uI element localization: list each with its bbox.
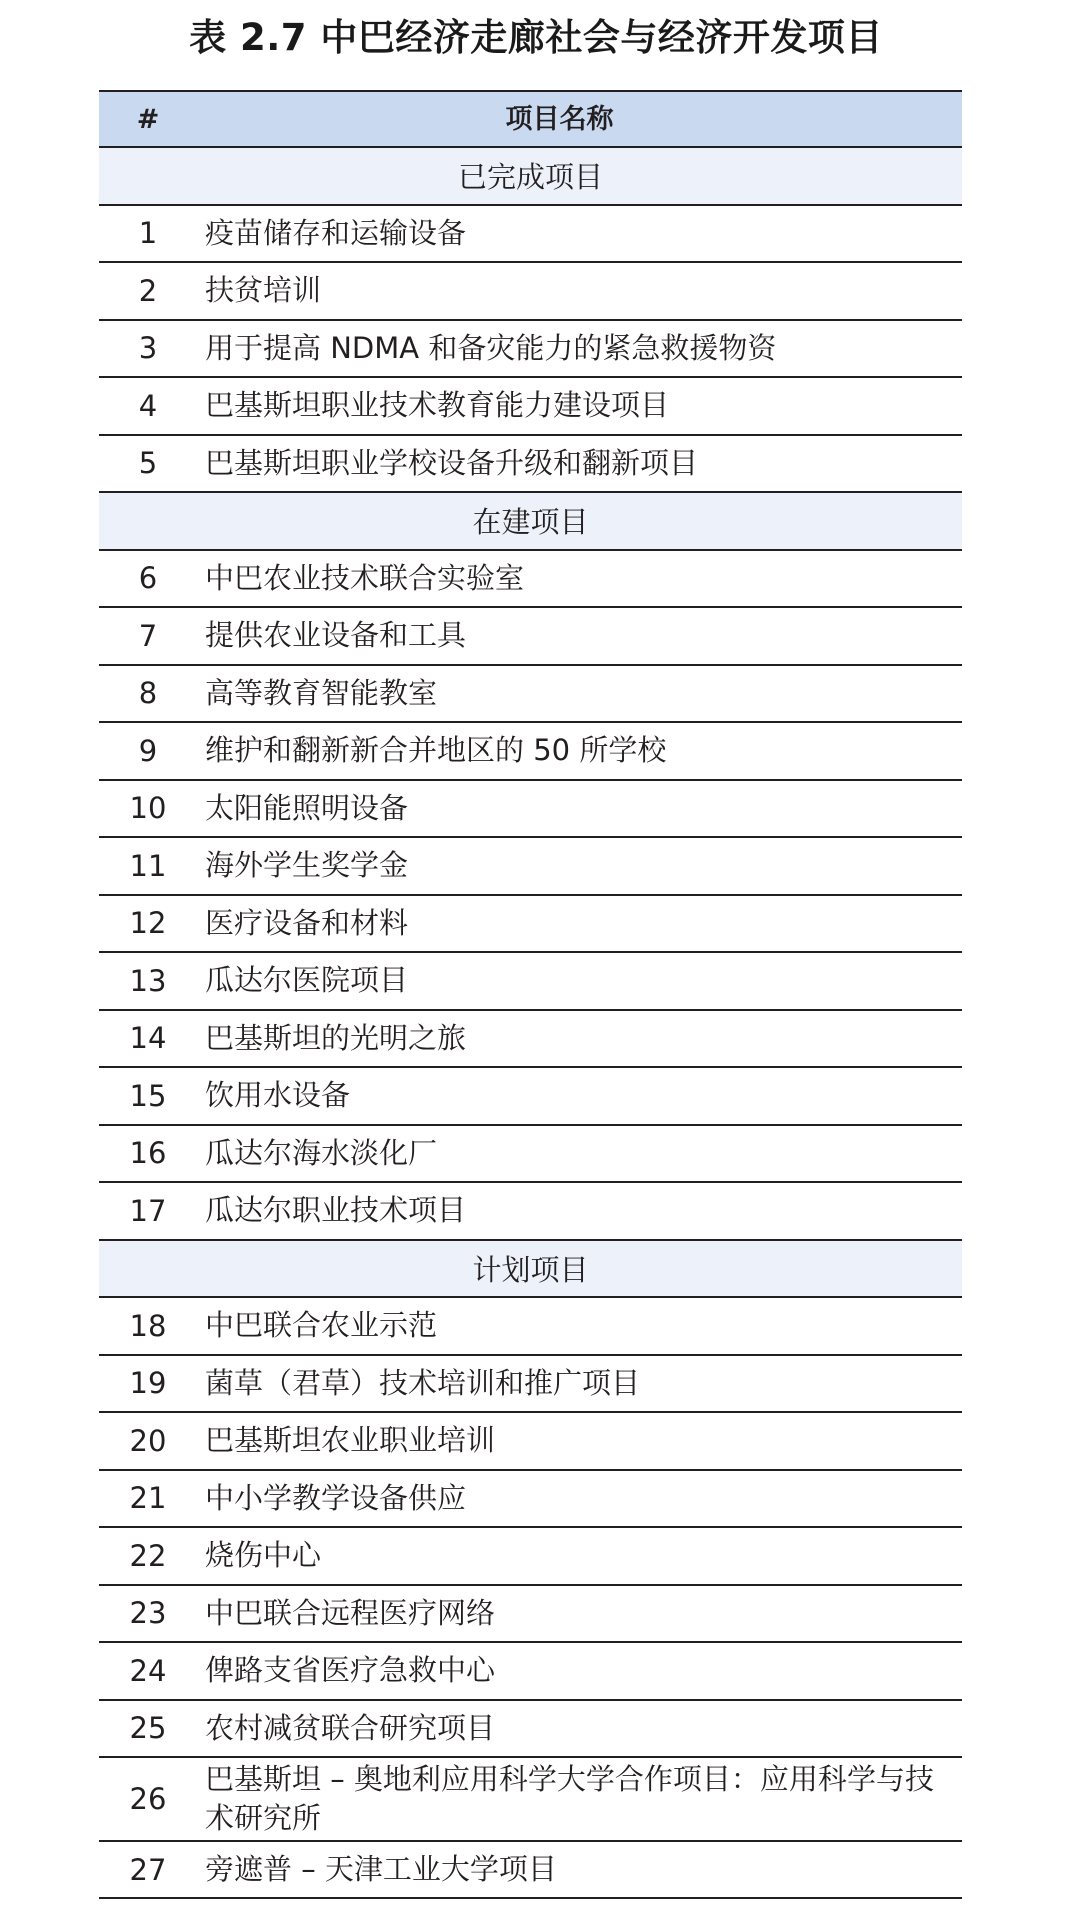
row-project-name: 中巴农业技术联合实验室 <box>205 560 525 595</box>
row-number: 4 <box>138 388 158 423</box>
table-row <box>99 378 962 436</box>
table-row <box>99 1413 962 1471</box>
header-project-name: 项目名称 <box>505 103 614 135</box>
projects-table <box>99 90 962 1899</box>
row-project-name: 中巴联合农业示范 <box>205 1308 438 1343</box>
row-number: 8 <box>138 676 158 711</box>
table-title: 表 2.7 中巴经济走廊社会与经济开发项目 <box>189 16 883 59</box>
row-number: 9 <box>138 733 158 768</box>
table-row <box>99 723 962 781</box>
row-number: 10 <box>129 791 167 826</box>
table-row <box>99 1528 962 1586</box>
table-row <box>99 666 962 724</box>
table-row <box>99 551 962 609</box>
row-project-name: 巴基斯坦农业职业培训 <box>205 1423 496 1458</box>
row-project-name: 巴基斯坦 – 奥地利应用科学大学合作项目：应用科学与技术研究所 <box>205 1762 934 1835</box>
table-row <box>99 1011 962 1069</box>
table-row <box>99 1842 962 1899</box>
table-row <box>99 1643 962 1701</box>
table-row <box>99 896 962 954</box>
row-number: 24 <box>129 1653 167 1688</box>
row-number: 16 <box>129 1136 167 1171</box>
row-number: 22 <box>129 1538 167 1573</box>
row-number: 26 <box>129 1782 167 1816</box>
row-number: 6 <box>138 561 158 596</box>
row-number: 11 <box>129 848 167 883</box>
table-row <box>99 953 962 1011</box>
row-number: 18 <box>129 1308 167 1343</box>
row-project-name: 提供农业设备和工具 <box>205 618 467 653</box>
section-label: 在建项目 <box>472 505 589 540</box>
table-row <box>99 1586 962 1644</box>
table-row <box>99 608 962 666</box>
table-row <box>99 1068 962 1126</box>
table-row <box>99 1126 962 1184</box>
table-row <box>99 1183 962 1241</box>
section-row-completed <box>99 148 962 206</box>
row-project-name: 瓜达尔医院项目 <box>205 963 409 998</box>
row-number: 21 <box>129 1481 167 1516</box>
row-project-name: 农村减贫联合研究项目 <box>205 1710 496 1745</box>
row-project-name: 烧伤中心 <box>205 1538 322 1573</box>
row-number: 27 <box>129 1852 167 1887</box>
header-number: # <box>136 103 160 135</box>
row-project-name: 瓜达尔海水淡化厂 <box>205 1135 438 1170</box>
row-project-name: 瓜达尔职业技术项目 <box>205 1193 467 1228</box>
row-project-name: 海外学生奖学金 <box>205 848 409 883</box>
row-project-name: 高等教育智能教室 <box>205 675 438 710</box>
row-project-name: 用于提高 NDMA 和备灾能力的紧急救援物资 <box>205 330 777 365</box>
table-row <box>99 1298 962 1356</box>
row-project-name: 疫苗储存和运输设备 <box>205 215 467 250</box>
row-number: 20 <box>129 1423 167 1458</box>
row-number: 15 <box>129 1078 167 1113</box>
table-row <box>99 1471 962 1529</box>
row-number: 5 <box>138 446 158 481</box>
row-number: 1 <box>138 216 158 251</box>
row-number: 7 <box>138 618 158 653</box>
table-row <box>99 838 962 896</box>
row-project-name: 扶贫培训 <box>205 273 322 308</box>
row-project-name: 太阳能照明设备 <box>205 790 409 825</box>
table-row <box>99 263 962 321</box>
section-label: 已完成项目 <box>457 160 603 195</box>
row-project-name: 巴基斯坦职业技术教育能力建设项目 <box>205 388 670 423</box>
row-project-name: 中小学教学设备供应 <box>205 1480 467 1515</box>
section-row-in-progress <box>99 493 962 551</box>
row-project-name: 维护和翻新新合并地区的 50 所学校 <box>205 733 667 768</box>
section-row-planned <box>99 1241 962 1299</box>
row-number: 25 <box>129 1711 167 1746</box>
table-row <box>99 436 962 494</box>
table-row <box>99 1701 962 1759</box>
table-row <box>99 781 962 839</box>
table-row <box>99 1758 962 1842</box>
table-row <box>99 206 962 264</box>
row-number: 17 <box>129 1193 167 1228</box>
table-header-row <box>99 92 962 148</box>
row-number: 23 <box>129 1596 167 1631</box>
row-project-name: 饮用水设备 <box>205 1078 351 1113</box>
row-project-name: 巴基斯坦职业学校设备升级和翻新项目 <box>205 445 699 480</box>
row-number: 14 <box>129 1021 167 1056</box>
table-row <box>99 1356 962 1414</box>
section-label: 计划项目 <box>472 1252 589 1287</box>
row-number: 3 <box>138 331 158 366</box>
row-project-name: 旁遮普 – 天津工业大学项目 <box>205 1852 557 1886</box>
row-number: 19 <box>129 1366 167 1401</box>
row-number: 12 <box>129 906 167 941</box>
row-number: 13 <box>129 963 167 998</box>
row-project-name: 菌草（君草）技术培训和推广项目 <box>205 1365 641 1400</box>
row-project-name: 中巴联合远程医疗网络 <box>205 1595 496 1630</box>
row-project-name: 巴基斯坦的光明之旅 <box>205 1020 467 1055</box>
row-number: 2 <box>138 273 158 308</box>
row-project-name: 俾路支省医疗急救中心 <box>205 1653 496 1688</box>
row-project-name: 医疗设备和材料 <box>205 905 409 940</box>
table-row <box>99 321 962 379</box>
